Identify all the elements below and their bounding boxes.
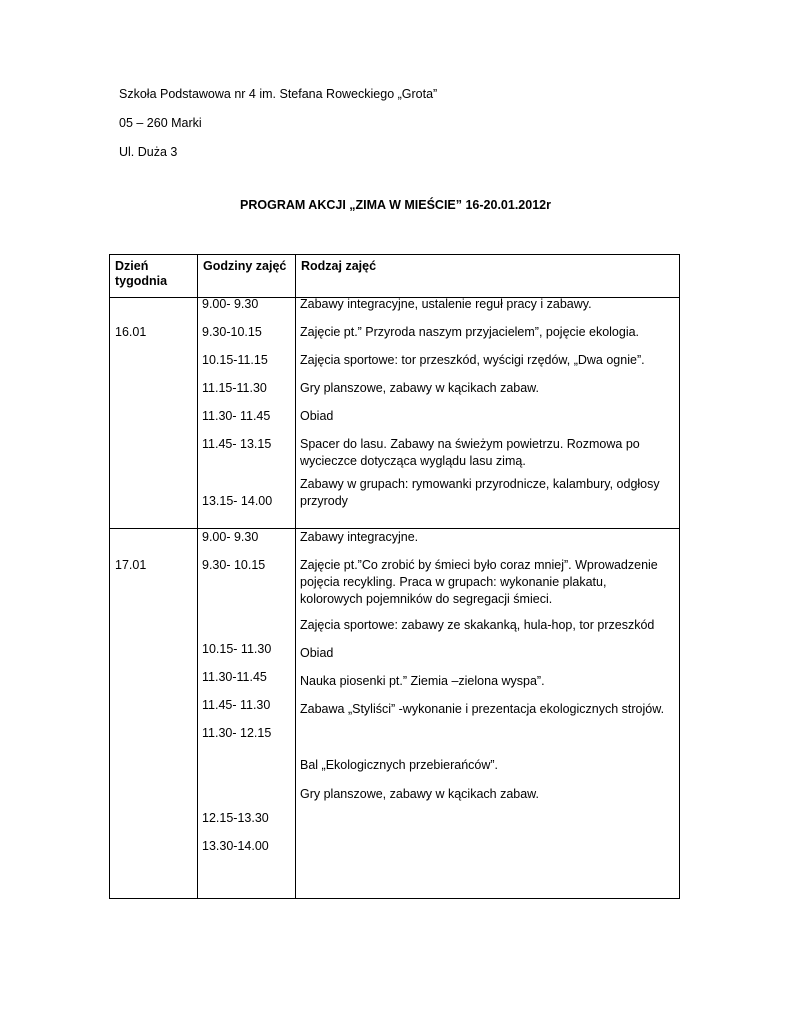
hour-entry: 13.15- 14.00 [202,494,273,508]
column-header-day: Dzień tygodnia [110,255,198,298]
hour-entry: 9.30- 10.15 [202,558,266,572]
activity-entry: Zajęcia sportowe: zabawy ze skakanką, hula-hop, tor przeszkód [300,618,655,632]
school-name: Szkoła Podstawowa nr 4 im. Stefana Roweckiego „Grota” [119,87,438,101]
activity-entry: Zabawy integracyjne, ustalenie reguł pracy i zabawy. [300,297,592,311]
activity-entry: Zabawa „Styliści” -wykonanie i prezentacja ekologicznych strojów. [300,702,665,716]
hours-cell [198,529,296,899]
hour-entry: 9.00- 9.30 [202,530,259,544]
activity-entry: Obiad [300,409,334,423]
activity-entry: Bal „Ekologicznych przebierańców”. [300,758,499,772]
hour-entry: 11.30- 12.15 [202,726,272,740]
hour-entry: 10.15-11.15 [202,353,268,367]
hour-entry: 12.15-13.30 [202,811,269,825]
activity-entry: Obiad [300,646,334,660]
hour-entry: 11.15-11.30 [202,381,267,395]
activity-entry: Zajęcie pt.” Przyroda naszym przyjacielem”, pojęcie ekologia. [300,325,640,339]
activity-entry: Zabawy integracyjne. [300,530,419,544]
day-cell [110,298,198,529]
column-header-hours: Godziny zajęć [198,255,296,298]
day-label: 16.01 [115,325,147,339]
activity-entry: Zajęcie pt.”Co zrobić by śmieci było coraz mniej”. Wprowadzenie pojęcia recykling. Praca w grupach: wykonanie plakatu, kolorowych pojemników do segregacji śmieci. [300,558,658,606]
table-row [110,529,680,899]
hour-entry: 11.30-11.45 [202,670,267,684]
hour-entry: 13.30-14.00 [202,839,269,853]
activity-entry: Gry planszowe, zabawy w kącikach zabaw. [300,381,539,395]
activity-entry: Zabawy w grupach: rymowanki przyrodnicze, kalambury, odgłosy przyrody [300,477,660,508]
hour-entry: 11.45- 13.15 [202,437,272,451]
postal-address: 05 – 260 Marki [119,116,202,130]
hours-cell [198,298,296,529]
hour-entry: 10.15- 11.30 [202,642,272,656]
day-cell [110,529,198,899]
table-row [110,298,680,529]
hour-entry: 11.30- 11.45 [202,409,271,423]
hour-entry: 11.45- 11.30 [202,698,271,712]
hour-entry: 9.00- 9.30 [202,297,259,311]
activity-entry: Spacer do lasu. Zabawy na świeżym powietrzu. Rozmowa po wycieczce dotycząca wyglądu lasu zimą. [300,437,640,468]
column-header-activity: Rodzaj zajęć [296,255,680,298]
activity-entry: Zajęcia sportowe: tor przeszkód, wyścigi rzędów, „Dwa ognie”. [300,353,645,367]
activity-entry: Nauka piosenki pt.” Ziemia –zielona wyspa”. [300,674,545,688]
table-header-row [110,255,680,298]
activity-entry: Gry planszowe, zabawy w kącikach zabaw. [300,787,539,801]
street-address: Ul. Duża 3 [119,145,178,159]
day-label: 17.01 [115,558,147,572]
hour-entry: 9.30-10.15 [202,325,262,339]
activities-cell [296,529,680,899]
document-title: PROGRAM AKCJI „ZIMA W MIEŚCIE” 16-20.01.2012r [240,198,551,212]
schedule-table [109,254,680,899]
activities-cell [296,298,680,529]
